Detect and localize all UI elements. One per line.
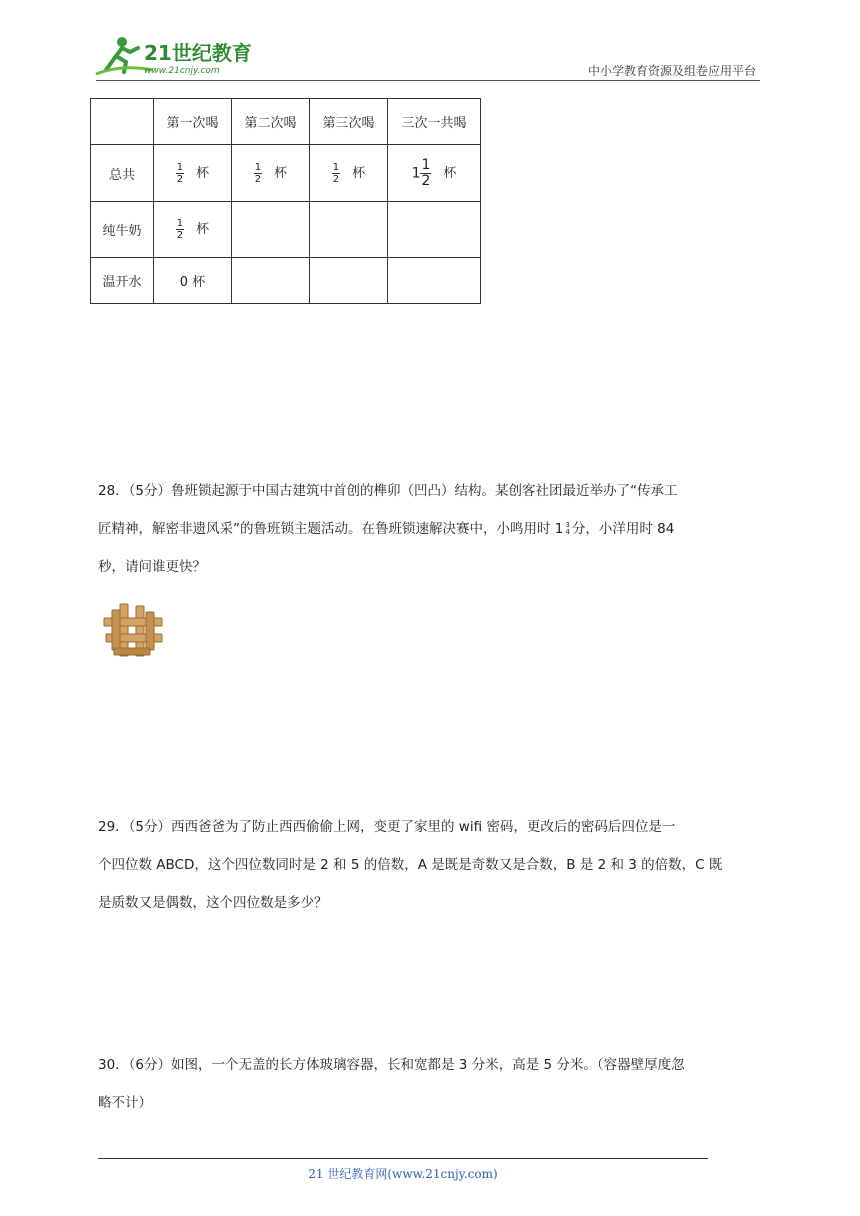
question-text: 29．（5分）西西爸爸为了防止西西偷偷上网，变更了家里的 wifi 密码，更改后的密码后四位是一 [98, 819, 676, 835]
question-text: 是质数又是偶数，这个四位数是多少？ [98, 895, 328, 911]
footer-divider [98, 1158, 708, 1159]
fraction: 3 4 [565, 521, 570, 536]
table-row [91, 258, 481, 304]
table-cell: $\frac{1}{2}$ 杯 [154, 145, 232, 202]
site-logo [92, 34, 262, 76]
header-divider [96, 80, 760, 81]
logo-text: 21世纪教育 [144, 41, 252, 65]
table-cell: $\frac{1}{2}$ 杯 [310, 145, 388, 202]
table-cell-empty [388, 202, 481, 258]
fraction: $\frac{1}{2}$ [332, 161, 340, 185]
table-header-row [91, 99, 481, 145]
table-header-cell [91, 99, 154, 145]
table-cell-empty [388, 258, 481, 304]
row-label: 总共 [91, 145, 154, 202]
fraction: $\frac{1}{2}$ [421, 156, 431, 189]
table-cell-empty [232, 258, 310, 304]
question-30 [98, 1046, 762, 1122]
question-text: 秒，请问谁更快？ [98, 559, 206, 575]
fraction: $\frac{1}{2}$ [254, 161, 262, 185]
table-header-cell: 第二次喝 [232, 99, 310, 145]
question-text: 个四位数 ABCD，这个四位数同时是 2 和 5 的倍数，A 是既是奇数又是合数，B 是 2 和 3 的倍数，C 既 [98, 857, 723, 873]
table-cell: $\frac{1}{2}$ 杯 [154, 202, 232, 258]
question-text: 30．（6分）如图，一个无盖的长方体玻璃容器，长和宽都是 3 分米，高是 5 分米。（容器壁厚度忽 [98, 1057, 685, 1073]
table-header-cell: 三次一共喝 [388, 99, 481, 145]
table-cell-empty [232, 202, 310, 258]
table-cell-empty [310, 202, 388, 258]
milk-table [90, 98, 481, 304]
logo-url: www.21cnjy.com [144, 66, 220, 76]
fraction: $\frac{1}{2}$ [176, 161, 184, 185]
table-cell: $\frac{1}{2}$ 杯 [232, 145, 310, 202]
table-header-cell: 第一次喝 [154, 99, 232, 145]
table-cell: 1 $\frac{1}{2}$ 杯 [388, 145, 481, 202]
question-28 [98, 472, 762, 586]
table-cell-empty [310, 258, 388, 304]
row-label: 温开水 [91, 258, 154, 304]
platform-name: 中小学教育资源及组卷应用平台 [587, 64, 756, 78]
row-label: 纯牛奶 [91, 202, 154, 258]
table-row [91, 145, 481, 202]
table-cell: 0 杯 [154, 258, 232, 304]
fraction: $\frac{1}{2}$ [176, 218, 184, 241]
question-29 [98, 808, 762, 922]
table-header-cell: 第三次喝 [310, 99, 388, 145]
luban-lock-image [100, 602, 166, 660]
question-text: 略不计） [98, 1095, 152, 1111]
footer-link[interactable]: 21 世纪教育网(www.21cnjy.com) [308, 1167, 498, 1181]
question-text: 28．（5分）鲁班锁起源于中国古建筑中首创的榫卯（凹凸）结构。某创客社团最近举办了“传承工 [98, 483, 678, 499]
question-text: 匠精神，解密非遗风采”的鲁班锁主题活动。在鲁班锁速解决赛中，小鸣用时 1 3 4 分，小洋用时 84 [98, 521, 675, 537]
table-row [91, 202, 481, 258]
